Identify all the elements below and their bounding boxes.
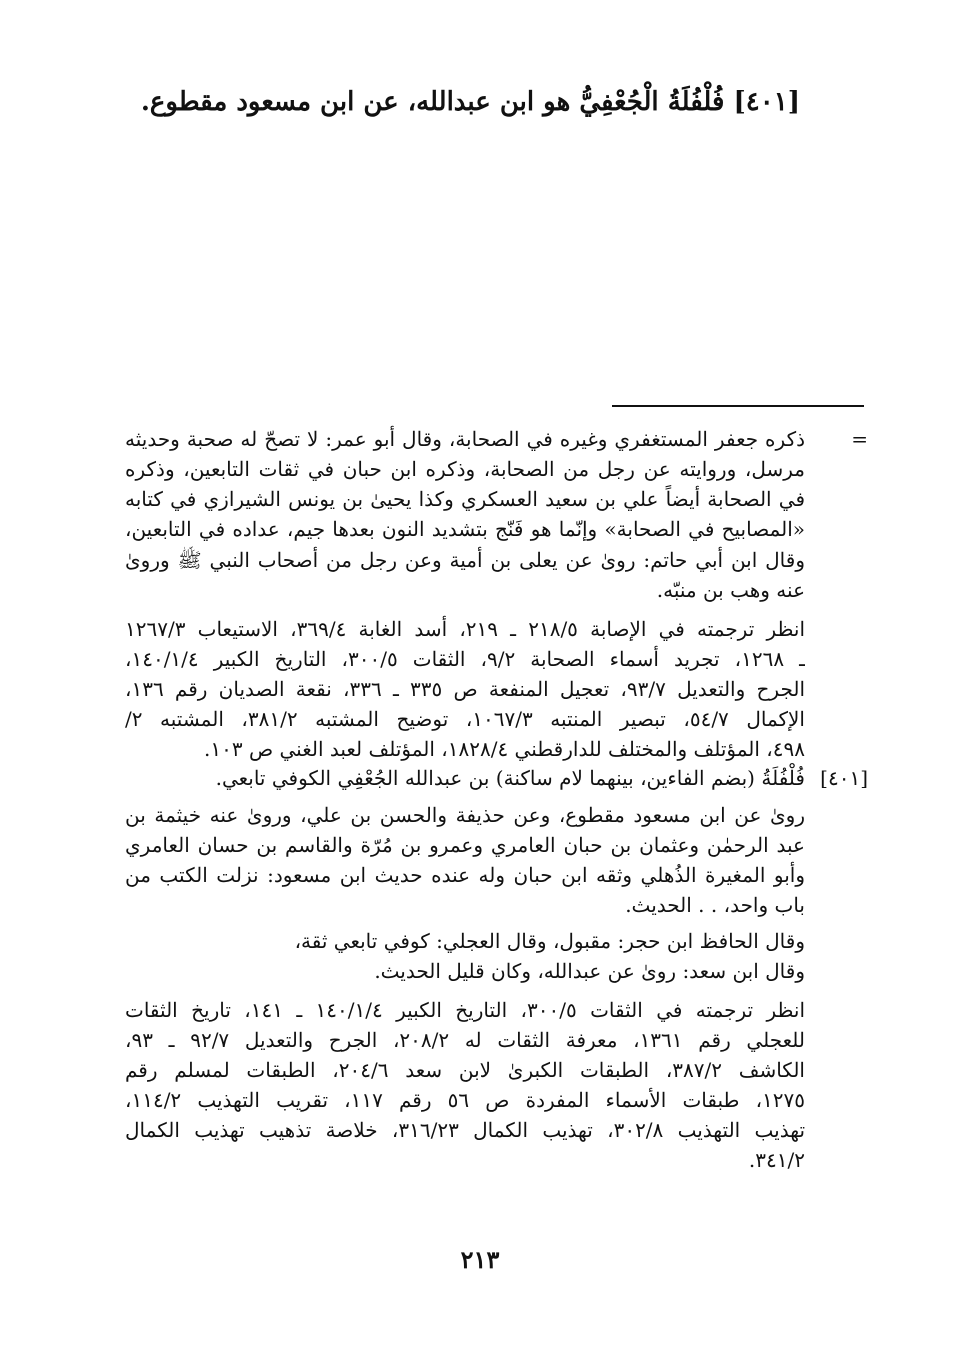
footnote-line: ـ ١٢٦٨، تجريد أسماء الصحابة ٩/٢، الثقات ٣٠٠/٥، التاريخ الكبير ١٤٠/١/٤، (125, 647, 805, 671)
footnote-line: ٤٩٨، المؤتلف والمختلف للدارقطني ١٨٢٨/٤، المؤتلف لعبد الغني ص ١٠٣. (204, 737, 805, 761)
footnote-line: الجرح والتعديل ٩٣/٧، تعجيل المنفعة ص ٣٣٥ ـ ٣٣٦، نقعة الصديان رقم ١٣٦، (125, 677, 805, 701)
footnote-line: عبد الرحمٰن وعثمان بن حبان العامري وعمرو بن مُرّة والقاسم بن حسان العامري (125, 833, 805, 857)
footnote-line: تهذيب التهذيب ٣٠٢/٨، تهذيب الكمال ٣١٦/٢٣، خلاصة تذهيب تهذيب الكمال (125, 1118, 805, 1142)
footnote-line: في الصحابة أيضاً علي بن سعيد العسكري وكذا يحيىٰ بن يونس الشيرازي في كتابه (125, 487, 805, 511)
page-number: ٢١٣ (460, 1245, 500, 1274)
footnote-line: فُلْفُلَةُ (بضم الفاءين، بينهما لام ساكنة) بن عبدالله الجُعْفِي الكوفي تابعي. (215, 766, 805, 790)
footnote-line: ٣٤١/٢. (748, 1148, 805, 1172)
footnote-entry-marker: [٤٠١] (820, 766, 868, 790)
footnote-line: وقال ابن أبي حاتم: روىٰ عن يعلى بن أمية وعن رجل من أصحاب النبي ﷺ وروىٰ (125, 548, 805, 572)
footnote-line: باب واحد، . . الحديث. (625, 893, 805, 917)
continuation-marker: = (851, 427, 868, 451)
footnote-line: الكاشف ٣٨٧/٢، الطبقات الكبرىٰ لابن سعد ٢٠٤/٦، الطبقات لمسلم رقم (125, 1058, 805, 1082)
footnote-line: ١٢٧٥، طبقات الأسماء المفردة ص ٥٦ رقم ١١٧، تقريب التهذيب ١١٤/٢، (125, 1088, 805, 1112)
footnote-line: للعجلي رقم ١٣٦١، معرفة الثقات له ٢٠٨/٢، الجرح والتعديل ٩٢/٧ ـ ٩٣، (125, 1028, 805, 1052)
footnote-line: ذكره جعفر المستغفري وغيره في الصحابة، وقال أبو عمر: لا تصحّ له صحبة وحديثه (125, 427, 805, 451)
footnote-line: وقال ابن سعد: روىٰ عن عبدالله، وكان قليل الحديث. (374, 959, 805, 983)
footnote-line: انظر ترجمته في الإصابة ٢١٨/٥ ـ ٢١٩، أسد الغابة ٣٦٩/٤، الاستيعاب ١٢٦٧/٣ (125, 617, 805, 641)
footnote-line: وأبو المغيرة الذُهلي وثقه ابن حبان وله عنده حديث ابن مسعود: نزلت الكتب من (125, 863, 805, 887)
footnote-line: «المصابيح في الصحابة» وإنّما هو فَنّج بتشديد النون بعدها جيم، عداده في التابعين، (125, 517, 805, 541)
footnote-line: عنه وهب بن منبّه. (656, 578, 805, 602)
footnote-line: مرسل، وروايته عن رجل من الصحابة، وذكره ابن حبان في ثقات التابعين، وذكره (125, 457, 805, 481)
footnote-line: الإكمال ٥٤/٧، تبصير المنتبه ١٠٦٧/٣، توضيح المشتبه ٣٨١/٢، المشتبه ٢/ (125, 707, 805, 731)
footnote-line: روىٰ عن ابن مسعود مقطوع، وعن حذيفة والحسن بن علي، وروىٰ عنه خيثمة بن (125, 803, 805, 827)
footnote-separator (612, 405, 864, 407)
footnote-line: انظر ترجمته في الثقات ٣٠٠/٥، التاريخ الكبير ١٤٠/١/٤ ـ ١٤١، تاريخ الثقات (125, 998, 805, 1022)
footnote-line: وقال الحافظ ابن حجر: مقبول، وقال العجلي: كوفي تابعي ثقة، (294, 929, 805, 953)
main-entry-text: [٤٠١] فُلْفُلَةُ الْجُعْفِيُّ هو ابن عبدالله، عن ابن مسعود مقطوع. (140, 87, 800, 117)
